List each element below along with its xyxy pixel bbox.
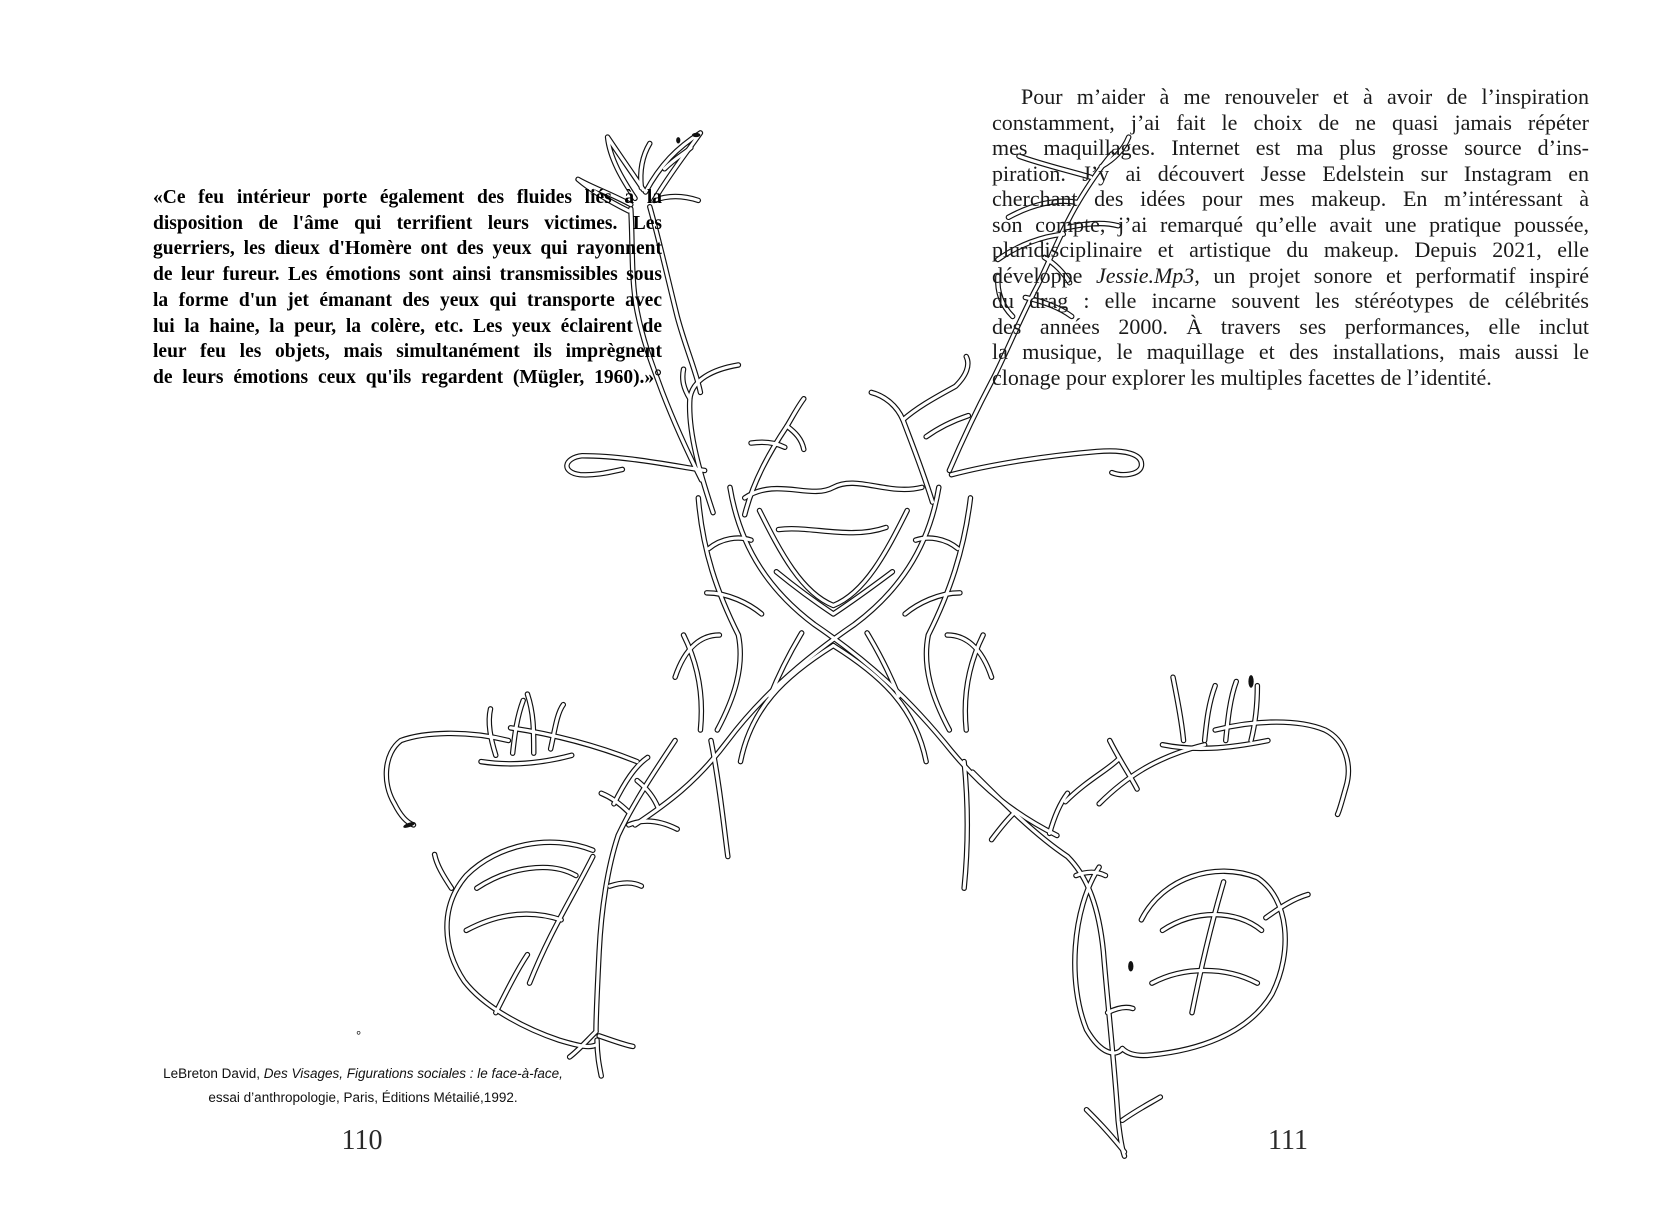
paragraph-line: pluridisciplinaire et artistique du makeup. Depuis 2021, elle: [992, 237, 1589, 262]
paragraph-line: du drag : elle incarne souvent les stéréotypes de célébrités: [992, 288, 1589, 313]
paragraph-line: piration. J’y ai découvert Jesse Edelstein sur Instagram en: [992, 160, 1589, 186]
body-paragraph: [992, 84, 1589, 390]
ink-mark: [1248, 675, 1253, 688]
quote-line: guerriers, les dieux d'Homère ont des yeux qui rayonnent: [153, 238, 662, 260]
block-quote: [153, 185, 662, 391]
project-title: Jessie.Mp3: [1095, 262, 1195, 288]
quote-line: leur feu les objets, mais simultanément ils imprègnent: [153, 341, 662, 363]
footnote-line-2: essai d’anthropologie, Paris, Éditions Métailié,1992.: [208, 1090, 518, 1105]
paragraph-line: constamment, j’ai fait le choix de ne quasi jamais répéter: [992, 109, 1589, 135]
ink-mark: [692, 133, 700, 137]
paragraph-line: cherchant des idées pour mes makeup. En m’intéressant à: [992, 186, 1589, 211]
paragraph-text: , un projet sonore et performatif inspiré: [1194, 262, 1589, 288]
paragraph-line: clonage pour explorer les multiples facettes de l’identité.: [992, 364, 1492, 390]
paragraph-line: Pour m’aider à me renouveler et à avoir de l’inspiration: [1021, 84, 1589, 109]
paragraph-line: la musique, le maquillage et des installations, mais aussi le: [992, 339, 1589, 364]
paragraph-line: mes maquillages. Internet est ma plus grosse source d’ins-: [992, 135, 1589, 160]
quote-line: de leur fureur. Les émotions sont ainsi transmissibles sous: [153, 264, 662, 286]
page-number-right: 111: [1268, 1125, 1308, 1156]
footnote-title: Des Visages, Figurations sociales : le face-à-face,: [263, 1066, 563, 1081]
quote-line: disposition de l'âme qui terrifient leurs victimes. Les: [153, 212, 662, 234]
page-number-left: 110: [341, 1125, 383, 1156]
quote-line: de leurs émotions ceux qu'ils regardent (Mügler, 1960).»°: [153, 366, 662, 388]
quote-line: «Ce feu intérieur porte également des fluides liés à la: [153, 187, 662, 208]
paragraph-line: des années 2000. À travers ses performances, elle inclut: [992, 313, 1589, 339]
ink-mark: [1128, 961, 1133, 972]
ink-mark: [676, 137, 680, 143]
paragraph-text: développe: [992, 262, 1096, 288]
quote-line: lui la haine, la peur, la colère, etc. Les yeux éclairent de: [153, 315, 662, 337]
quote-line: la forme d'un jet émanant des yeux qui transporte avec: [153, 289, 662, 311]
footnote-marker: °: [356, 1028, 362, 1043]
paragraph-line: son compte, j’ai remarqué qu’elle avait une pratique poussée,: [992, 211, 1589, 237]
paragraph-line: [992, 263, 1589, 289]
footnote-line-1: [150, 1062, 576, 1086]
footnote-author: LeBreton David,: [163, 1066, 264, 1081]
footnote: [150, 1062, 576, 1110]
